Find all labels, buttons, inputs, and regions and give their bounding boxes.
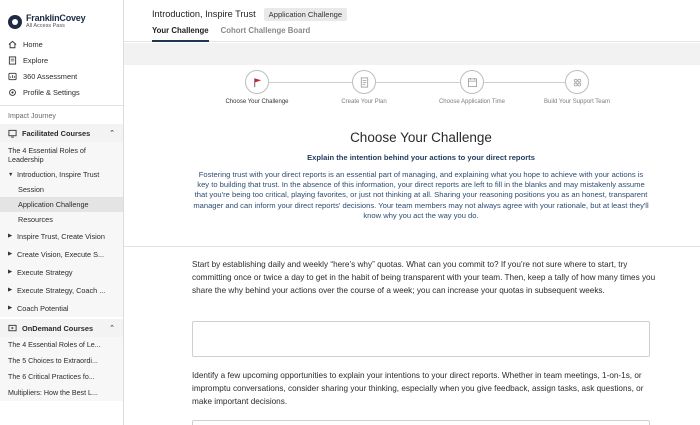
module-item[interactable]: ▶ Execute Strategy	[0, 263, 123, 281]
module-item[interactable]: ▶ Coach Potential	[0, 299, 123, 317]
module-child-application-challenge[interactable]: Application Challenge	[0, 197, 123, 212]
facilitated-courses-toggle[interactable]	[0, 124, 123, 142]
page-title: Introduction, Inspire Trust	[152, 9, 256, 19]
challenge-title: Choose Your Challenge	[350, 130, 492, 145]
home-icon	[8, 40, 17, 49]
nav-item-profile-settings[interactable]	[0, 84, 123, 100]
status-badge: Application Challenge	[264, 8, 347, 21]
ondemand-course-item[interactable]: Multipliers: How the Best L...	[0, 385, 123, 401]
primary-nav	[0, 36, 123, 100]
explore-icon	[8, 56, 17, 65]
tab-bar	[152, 26, 700, 42]
step-label: Build Your Support Team	[544, 99, 610, 105]
nav-label-explore: Explore	[23, 55, 49, 65]
section-divider	[124, 246, 700, 247]
nav-label-360-assessment: 360 Assessment	[23, 71, 78, 81]
sidebar	[0, 0, 124, 425]
module-child-resources[interactable]: Resources	[18, 215, 53, 224]
flag-icon	[252, 77, 263, 88]
step-build-your-support-team[interactable]	[542, 70, 612, 106]
facilitated-courses-icon	[8, 129, 17, 138]
caret-right-icon: ▶	[8, 287, 13, 293]
ondemand-courses-label: OnDemand Courses	[22, 323, 94, 333]
assessment-icon	[8, 72, 17, 81]
caret-down-icon: ▼	[8, 171, 14, 178]
module-list	[0, 167, 123, 227]
ondemand-courses-icon	[8, 324, 17, 333]
tab-cohort-challenge-board[interactable]: Cohort Challenge Board	[220, 26, 311, 35]
gear-icon	[8, 88, 17, 97]
ondemand-course-item[interactable]: The 4 Essential Roles of Le...	[0, 337, 123, 353]
tab-your-challenge[interactable]: Your Challenge	[152, 26, 209, 42]
step-choose-application-time[interactable]	[437, 70, 507, 106]
prompt-opportunities: Identify a few upcoming opportunities to explain your intentions to your direct reports. Whether in team meetings, 1-on-1s, or impromptu conversations, consider sharing your thinking, especially when you give feedback, assign tasks, ask questions, or make important decisions.	[192, 371, 644, 407]
module-child-session[interactable]: Session	[18, 185, 44, 194]
challenge-description: Fostering trust with your direct reports is an essential part of managing, and explaining what you hope to achieve with your actions is key to building that trust. In the absence of this information, your direct reports are left to fill in the blanks and may mistakenly assume that you're being too critical, playing favorites, or just not thinking at all. Sharing your reasoning positions you as an honest, transparent manager and can inform your direct reports' decisions. Your team members may not always agree with your rationale, but at least they'll know why you act the way you do.	[193, 170, 649, 220]
facilitated-courses-label: Facilitated Courses	[22, 128, 91, 138]
current-course-title[interactable]: The 4 Essential Roles of Leadership	[0, 142, 123, 167]
caret-right-icon: ▶	[8, 233, 13, 239]
team-icon	[572, 77, 583, 88]
step-choose-your-challenge[interactable]	[222, 70, 292, 106]
main-content	[124, 0, 700, 425]
document-icon	[359, 77, 370, 88]
chevron-up-icon: ⌃	[109, 325, 115, 332]
brand-name: FranklinCovey	[26, 13, 86, 24]
nav-item-explore[interactable]	[0, 52, 123, 68]
nav-item-home[interactable]	[0, 36, 123, 52]
brand-subtitle: All Access Pass	[26, 23, 65, 30]
caret-right-icon: ▶	[8, 305, 13, 311]
step-label: Create Your Plan	[341, 99, 387, 105]
impact-journey-label: Impact Journey	[8, 113, 56, 120]
ondemand-course-item[interactable]: The 5 Choices to Extraordi...	[0, 353, 123, 369]
nav-label-home: Home	[23, 39, 43, 49]
challenge-subheading: Explain the intention behind your actions to your direct reports	[307, 153, 535, 162]
module-item-introduction-inspire-trust[interactable]: ▼ Introduction, Inspire Trust	[8, 170, 100, 179]
opportunities-answer-input[interactable]	[192, 420, 650, 425]
caret-right-icon: ▶	[8, 251, 13, 257]
module-item[interactable]: ▶ Inspire Trust, Create Vision	[0, 227, 123, 245]
module-item[interactable]: ▶ Execute Strategy, Coach ...	[0, 281, 123, 299]
progress-stepper	[222, 70, 612, 118]
stepper-line	[269, 82, 565, 83]
challenge-intro	[192, 130, 650, 221]
quota-answer-input[interactable]	[192, 321, 650, 357]
nav-label-profile-settings: Profile & Settings	[23, 87, 80, 97]
chevron-up-icon: ⌃	[109, 130, 115, 137]
page-header	[124, 0, 700, 42]
step-label: Choose Your Challenge	[225, 99, 289, 105]
step-create-your-plan[interactable]	[329, 70, 399, 106]
calendar-icon	[467, 77, 478, 88]
module-item[interactable]: ▶ Create Vision, Execute S...	[0, 245, 123, 263]
ondemand-course-item[interactable]: The 6 Critical Practices fo...	[0, 369, 123, 385]
header-band	[124, 43, 700, 65]
logo-mark-icon	[8, 15, 22, 29]
ondemand-courses-toggle[interactable]	[0, 319, 123, 337]
caret-right-icon: ▶	[8, 269, 13, 275]
step-label: Choose Application Time	[438, 99, 506, 105]
prompt-quotas: Start by establishing daily and weekly “here’s why” quotas. What can you commit to? If you’re not sure where to start, try committing once or twice a day to get in the habit of being transparent with your team. Then, keep a tally of how many times you share the why behind your actions over the course of a week; you can increase your quotas in subsequent weeks.	[192, 260, 656, 296]
nav-item-360-assessment[interactable]	[0, 68, 123, 84]
brand-logo[interactable]	[0, 0, 123, 34]
